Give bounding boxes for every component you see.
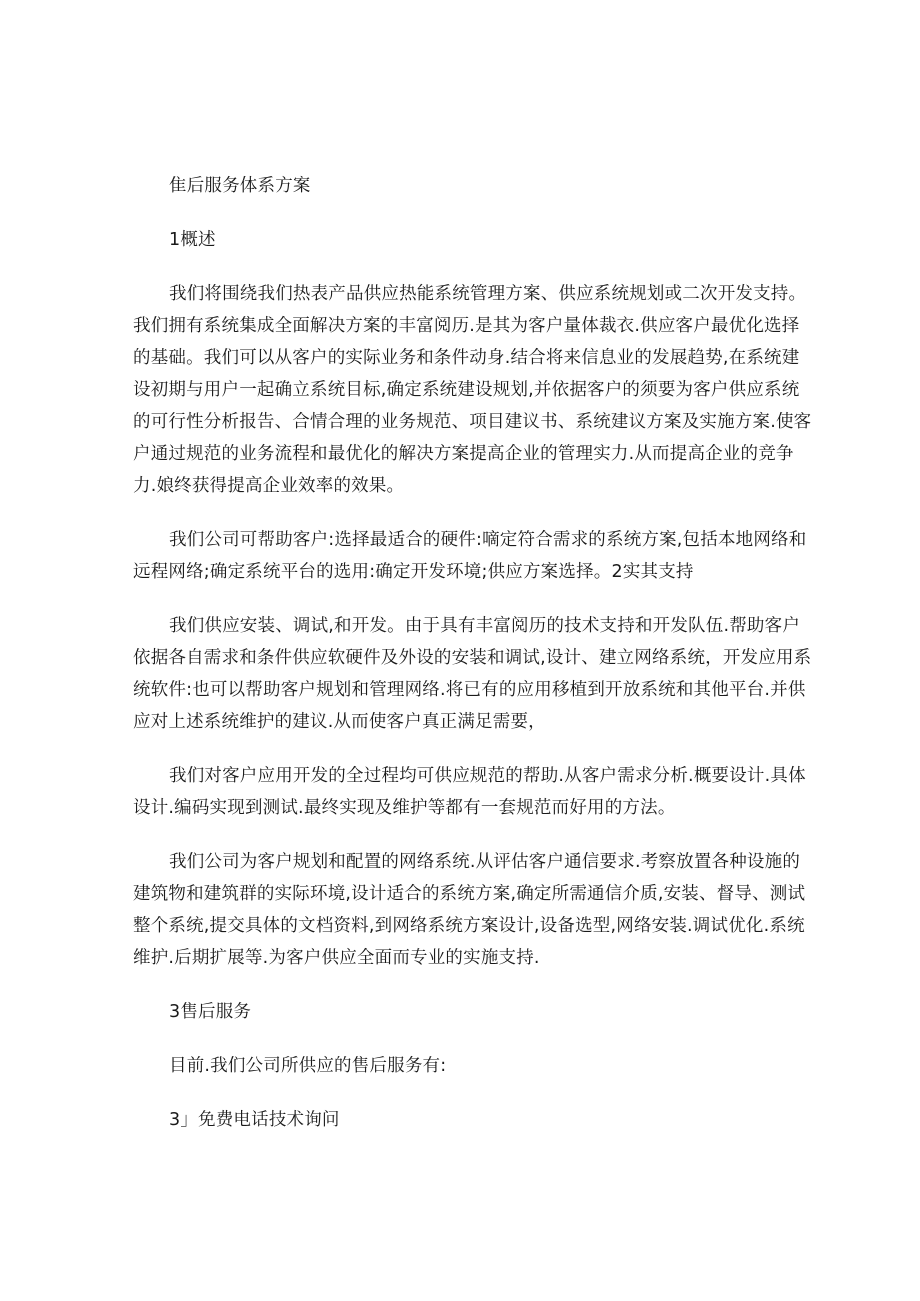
- paragraph-line: 我们对客户应用开发的全过程均可供应规范的帮助.从客户需求分析.概要设计.具体: [169, 766, 806, 786]
- paragraph-line: 力.娘终获得提高企业效率的效果。: [133, 476, 405, 496]
- paragraph-line: 建筑物和建筑群的实际环境,设计适合的系统方案,确定所需通信介质,安装、督导、测试: [133, 884, 806, 904]
- paragraph-line: 的可行性分析报告、合情合理的业务规范、项目建议书、系统建议方案及实施方案.使客: [133, 412, 812, 432]
- paragraph-line: 我们公司为客户规划和配置的网络系统.从评估客户通信要求.考察放置各种设施的: [169, 852, 801, 872]
- paragraph-current-services: 目前.我们公司所供应的售后服务有:: [169, 1056, 447, 1076]
- paragraph-line: 我们供应安装、调试,和开发。由于具有丰富阅历的技术支持和开发队伍.帮助客户: [169, 616, 801, 636]
- section-heading-after-sales: 3售后服务: [169, 1002, 252, 1022]
- paragraph-line: 我们将围绕我们热表产品供应热能系统管理方案、供应系统规划或二次开发支持。: [169, 284, 807, 304]
- paragraph-network: [133, 846, 806, 974]
- paragraph-line: 我们拥有系统集成全面解决方案的丰富阅历.是其为客户量体裁衣.供应客户最优化选择: [133, 316, 800, 336]
- paragraph-line: 户通过规范的业务流程和最优化的解决方案提高企业的管理实力.从而提高企业的竞争: [133, 444, 794, 464]
- document-body: [133, 170, 812, 1136]
- paragraph-line: 远程网络;确定系统平台的选用:确定开发环境;供应方案选择。2实其支持: [133, 562, 694, 582]
- paragraph-line: 整个系统,提交具体的文档资料,到网络系统方案设计,设备选型,网络安装.调试优化.系统: [133, 916, 805, 936]
- paragraph-line: 维护.后期扩展等.为客户供应全面而专业的实施支持.: [133, 948, 540, 968]
- paragraph-line: 设计.编码实现到测试.最终实现及维护等都有一套规范而好用的方法。: [133, 798, 676, 818]
- paragraph-line: 依据各自需求和条件供应软硬件及外设的安装和调试,设计、建立网络系统，开发应用系: [133, 648, 812, 668]
- paragraph-line: 的基础。我们可以从客户的实际业务和条件动身.结合将来信息业的发展趋势,在系统建: [133, 348, 800, 368]
- paragraph-dev-process: [133, 760, 806, 824]
- list-item-phone-support: 3」免费电话技术询问: [169, 1110, 340, 1130]
- paragraph-line: 统软件:也可以帮助客户规划和管理网络.将已有的应用移植到开放系统和其他平台.并供: [133, 680, 806, 700]
- paragraph-overview: [133, 278, 812, 502]
- paragraph-install: [133, 610, 812, 738]
- paragraph-line: 我们公司可帮助客户:选择最适合的硬件:嘀定符合需求的系统方案,包括本地网络和: [169, 530, 807, 550]
- paragraph-help: [133, 524, 807, 588]
- section-heading-overview: 1概述: [169, 230, 216, 250]
- paragraph-line: 应对上述系统维护的建议.从而使客户真正满足需要，: [133, 712, 546, 732]
- paragraph-line: 设初期与用户一起确立系统目标,确定系统建设规划,并依据客户的须要为客户供应系统: [133, 380, 800, 400]
- document-title: 隹后服务体系方案: [169, 176, 311, 196]
